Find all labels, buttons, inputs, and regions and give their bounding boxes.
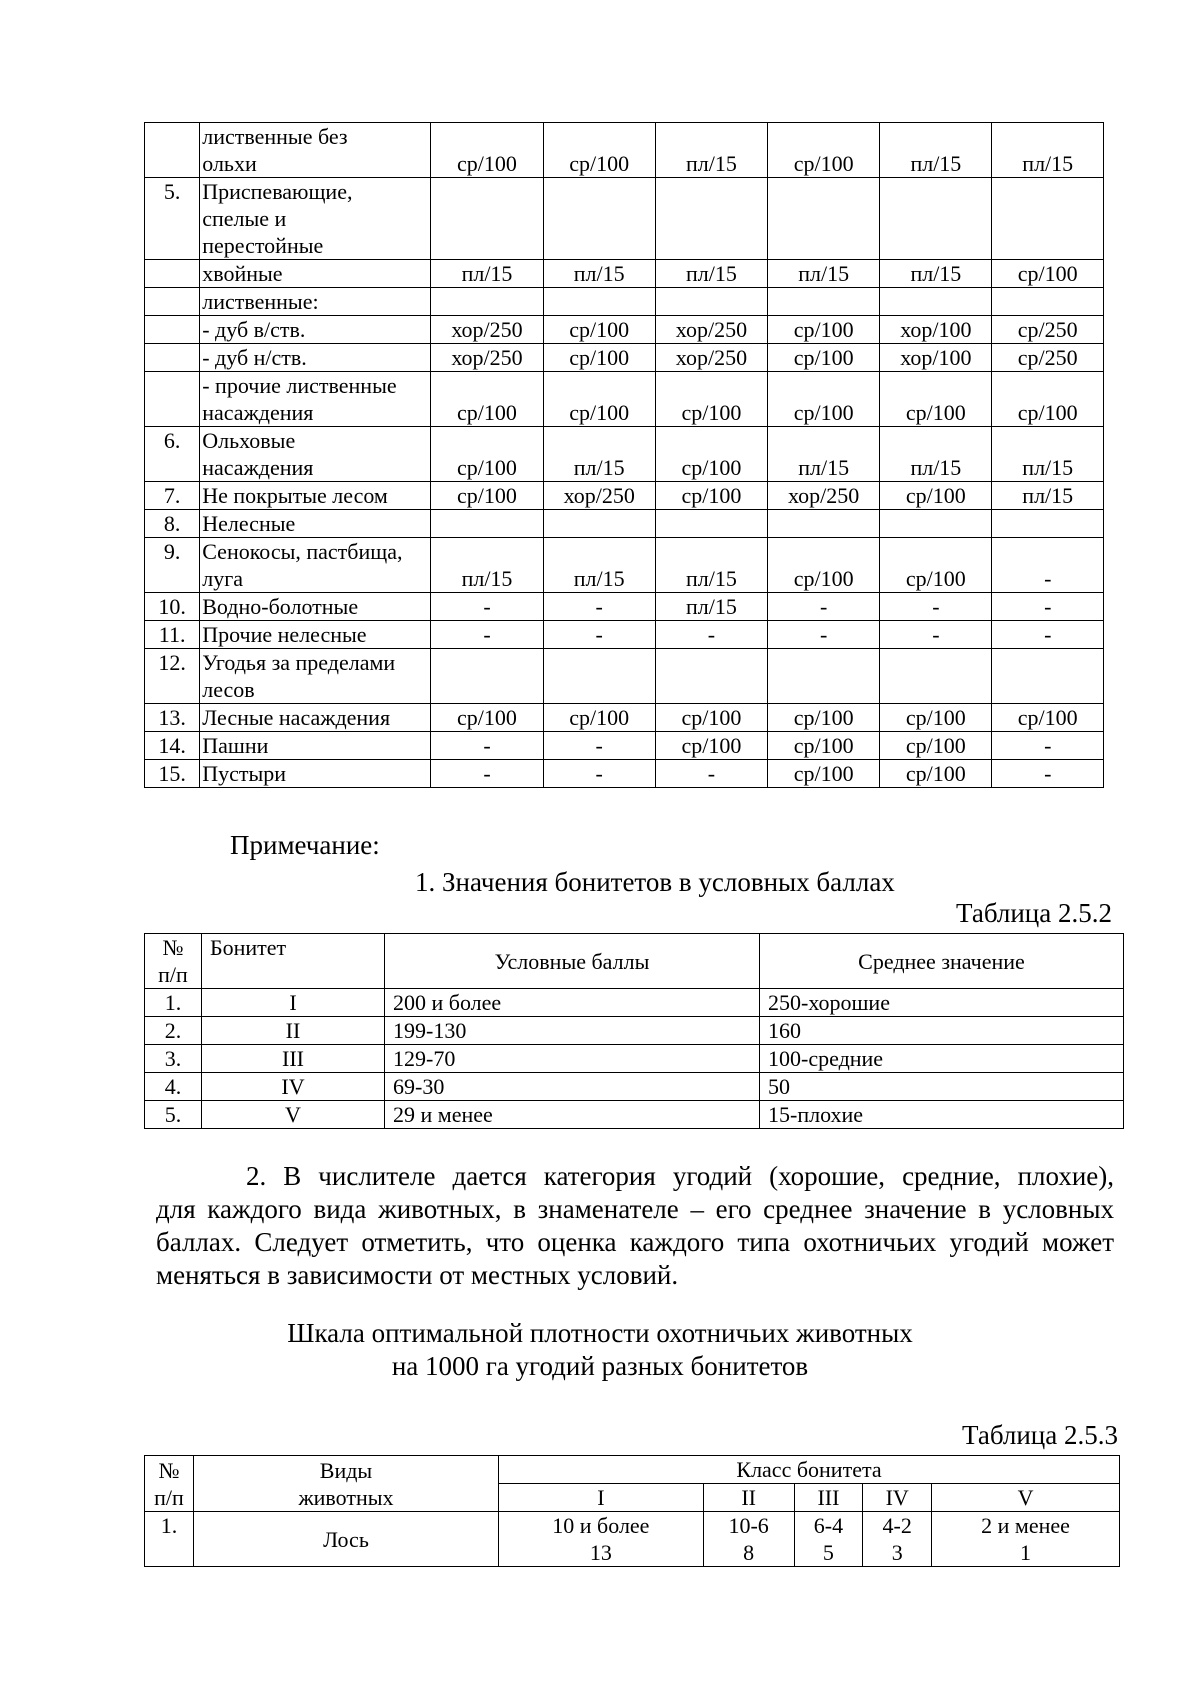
row-value: пл/15 [655,538,767,593]
row-name [200,649,431,704]
row-value: - [543,760,655,788]
density-value: 13 [589,1540,612,1565]
row-value: - [880,621,992,649]
cell-points: 200 и более [385,989,760,1017]
header-num-line1: № [158,1458,180,1483]
row-name [200,288,431,316]
row-name [200,621,431,649]
row-value: ср/100 [431,482,543,510]
row-name [200,427,431,482]
row-name-line: Пустыри [202,761,287,786]
header-species-line1: Виды [319,1458,373,1483]
row-value: пл/15 [655,260,767,288]
row-value: ср/100 [768,732,880,760]
row-value: ср/100 [768,760,880,788]
header-num-line1: № [162,935,184,960]
row-value: - [543,732,655,760]
row-name-line: Ольховые [202,428,296,453]
row-name [200,510,431,538]
table-row [145,123,1104,178]
row-name [200,260,431,288]
table-row [145,178,1104,260]
row-value [880,649,992,704]
row-value: хор/100 [880,344,992,372]
row-name-line: Угодья за пределами [202,650,396,675]
row-value: ср/100 [431,427,543,482]
header-class-3: III [794,1484,863,1512]
row-value: ср/100 [768,538,880,593]
cell-bonitet: II [202,1017,385,1045]
table-row [145,316,1104,344]
cell-num: 2. [145,1017,202,1045]
row-number [145,123,200,178]
note-label: Примечание: [230,830,380,860]
table-row [145,482,1104,510]
row-name [200,593,431,621]
row-name-line: Приспевающие, [202,179,353,204]
cell-points: 129-70 [385,1045,760,1073]
row-value [768,649,880,704]
cell-bonitet: III [202,1045,385,1073]
cell-bonitet: IV [202,1073,385,1101]
row-name-line: перестойные [202,233,324,258]
row-name [200,482,431,510]
cell-avg: 160 [760,1017,1124,1045]
density-value: 8 [743,1540,755,1565]
row-name [200,760,431,788]
table-row [145,732,1104,760]
row-value: хор/250 [431,316,543,344]
row-name-line: Не покрытые лесом [202,483,388,508]
row-number: 12. [145,649,200,704]
row-name-line: хвойные [202,261,283,286]
row-name-line: лесов [202,677,255,702]
row-number: 11. [145,621,200,649]
row-name [200,178,431,260]
header-species [194,1456,499,1512]
row-number [145,344,200,372]
table-row [145,288,1104,316]
table-caption-2-5-3: Таблица 2.5.3 [962,1420,1118,1450]
row-value: - [992,732,1104,760]
row-value: пл/15 [543,427,655,482]
cell-num: 5. [145,1101,202,1129]
table-row [145,704,1104,732]
cell-num: 1. [145,989,202,1017]
row-number: 5. [145,178,200,260]
row-value [880,510,992,538]
row-value: - [768,621,880,649]
row-value [431,178,543,260]
row-value: ср/100 [880,538,992,593]
row-name [200,704,431,732]
row-name [200,538,431,593]
table-row [145,593,1104,621]
row-name [200,123,431,178]
row-value: ср/100 [431,372,543,427]
table-row [145,1017,1124,1045]
row-value: пл/15 [431,260,543,288]
row-value [880,288,992,316]
table-header-row-1 [145,1456,1120,1484]
density-cell [863,1512,932,1567]
row-value: ср/100 [431,704,543,732]
row-value: ср/100 [768,372,880,427]
row-number: 15. [145,760,200,788]
row-name-line: Нелесные [202,511,296,536]
row-number: 14. [145,732,200,760]
cell-points: 29 и менее [385,1101,760,1129]
row-number: 6. [145,427,200,482]
row-name-line: Сенокосы, пастбища, [202,539,403,564]
header-num [145,934,202,989]
row-value: ср/250 [992,344,1104,372]
row-name-line: ольхи [202,151,257,176]
row-value: хор/100 [880,316,992,344]
row-value: ср/100 [655,704,767,732]
row-value [880,178,992,260]
cell-num: 4. [145,1073,202,1101]
row-value: ср/100 [655,372,767,427]
row-number: 7. [145,482,200,510]
header-num-line2: п/п [154,1485,184,1510]
row-value: ср/100 [543,372,655,427]
row-value: - [543,621,655,649]
row-value: пл/15 [768,260,880,288]
table-row [145,1045,1124,1073]
row-name-line: - прочие лиственные [202,373,397,398]
row-name-line: Прочие нелесные [202,622,367,647]
cell-num: 3. [145,1045,202,1073]
row-value: пл/15 [992,123,1104,178]
row-value: - [431,593,543,621]
row-value: - [655,621,767,649]
row-name-line: насаждения [202,455,314,480]
row-value: хор/250 [655,344,767,372]
row-value [655,649,767,704]
row-value: ср/100 [992,372,1104,427]
row-value: ср/100 [768,704,880,732]
row-value: - [992,593,1104,621]
density-cell [499,1512,704,1567]
row-value [768,178,880,260]
row-number: 1. [145,1512,194,1567]
row-value: пл/15 [431,538,543,593]
row-value: ср/100 [431,123,543,178]
cell-points: 199-130 [385,1017,760,1045]
row-value [992,288,1104,316]
header-species-line2: животных [298,1485,394,1510]
row-value: ср/100 [880,372,992,427]
cell-bonitet: V [202,1101,385,1129]
row-value: пл/15 [543,260,655,288]
density-range: 10 и более [552,1513,650,1538]
row-value: - [992,621,1104,649]
row-value: хор/250 [431,344,543,372]
table-row [145,621,1104,649]
row-value [992,178,1104,260]
row-number [145,372,200,427]
density-scale-table [144,1455,1120,1567]
cell-bonitet: I [202,989,385,1017]
row-value: - [768,593,880,621]
density-cell [703,1512,794,1567]
row-value: - [880,593,992,621]
row-name [200,372,431,427]
row-value: - [992,538,1104,593]
bonitet-points-table [144,933,1124,1129]
row-value [992,510,1104,538]
cell-avg: 50 [760,1073,1124,1101]
row-value: пл/15 [992,482,1104,510]
row-value: ср/100 [880,760,992,788]
table-row [145,989,1124,1017]
row-name [200,316,431,344]
table-row [145,760,1104,788]
row-value [768,288,880,316]
row-name-line: Лесные насаждения [202,705,391,730]
row-value: хор/250 [543,482,655,510]
row-value: - [431,621,543,649]
row-name-line: Пашни [202,733,269,758]
table-row [145,1101,1124,1129]
density-range: 4-2 [882,1513,912,1538]
row-value: ср/100 [655,482,767,510]
table-row [145,1512,1120,1567]
density-cell [794,1512,863,1567]
header-class-2: II [703,1484,794,1512]
density-value: 5 [822,1540,834,1565]
row-value: пл/15 [655,123,767,178]
row-value: - [543,593,655,621]
row-number [145,288,200,316]
row-value: ср/100 [543,704,655,732]
row-number: 8. [145,510,200,538]
row-value: хор/250 [655,316,767,344]
header-avg: Среднее значение [760,934,1124,989]
row-value: пл/15 [655,593,767,621]
heading-line2: на 1000 га угодий разных бонитетов [391,1351,809,1381]
row-value: ср/100 [880,482,992,510]
table-row [145,344,1104,372]
row-number: 13. [145,704,200,732]
density-cell [932,1512,1120,1567]
row-name-line: Водно-болотные [202,594,359,619]
header-class-1: I [499,1484,704,1512]
row-value [543,649,655,704]
habitat-quality-table [144,122,1104,788]
row-name [200,344,431,372]
row-value [768,510,880,538]
row-value: пл/15 [992,427,1104,482]
row-value: пл/15 [880,260,992,288]
row-name-line: лиственные без [202,124,348,149]
header-bonitet: Бонитет [202,934,385,989]
row-value [992,649,1104,704]
row-value: пл/15 [880,123,992,178]
row-value: - [992,760,1104,788]
row-value [543,510,655,538]
header-num-line2: п/п [158,962,188,987]
row-number [145,316,200,344]
cell-points: 69-30 [385,1073,760,1101]
table-header-row [145,934,1124,989]
header-class-title: Класс бонитета [499,1456,1120,1484]
row-value: ср/100 [543,123,655,178]
row-value [655,288,767,316]
table-row [145,538,1104,593]
row-value: ср/100 [992,704,1104,732]
cell-avg: 15-плохие [760,1101,1124,1129]
row-value [543,288,655,316]
row-value: ср/100 [768,316,880,344]
table-row [145,510,1104,538]
paragraph-rest: для каждого вида животных, в знаменателе – его среднее значение в условных баллах. Следует отметить, что оценка каждого типа охотничьих угодий может меняться в зависимости от местных условий. [156,1194,1114,1290]
table-row [145,1073,1124,1101]
table-row [145,260,1104,288]
row-value: ср/100 [768,123,880,178]
row-value: ср/250 [992,316,1104,344]
table-caption-2-5-2: Таблица 2.5.2 [956,898,1112,928]
row-species: Лось [194,1512,499,1567]
density-scale-heading [0,1317,1200,1383]
row-value: пл/15 [880,427,992,482]
row-value: - [431,732,543,760]
density-value: 3 [891,1540,903,1565]
row-value [431,510,543,538]
row-name-line: лиственные: [202,289,319,314]
density-range: 2 и менее [981,1513,1070,1538]
row-value [655,178,767,260]
table-row [145,372,1104,427]
row-value: ср/100 [543,344,655,372]
row-value: пл/15 [768,427,880,482]
table-row [145,649,1104,704]
header-num [145,1456,194,1512]
row-value [543,178,655,260]
row-number: 10. [145,593,200,621]
row-name-line: насаждения [202,400,314,425]
row-number [145,260,200,288]
row-value: - [431,760,543,788]
cell-avg: 250-хорошие [760,989,1124,1017]
row-name-line: - дуб н/ств. [202,345,307,370]
row-name [200,732,431,760]
row-value [431,288,543,316]
row-name-line: луга [202,566,244,591]
cell-avg: 100-средние [760,1045,1124,1073]
row-value: ср/100 [880,732,992,760]
note-item-1: 1. Значения бонитетов в условных баллах [415,867,895,897]
density-range: 6-4 [813,1513,844,1538]
row-value: ср/100 [655,427,767,482]
row-value [431,649,543,704]
row-name-line: - дуб в/ств. [202,317,306,342]
note-paragraph-2 [156,1160,1114,1292]
row-value: пл/15 [543,538,655,593]
row-value: ср/100 [992,260,1104,288]
density-value: 1 [1020,1540,1032,1565]
table-row [145,427,1104,482]
row-value: ср/100 [543,316,655,344]
density-range: 10-6 [728,1513,769,1538]
row-value: - [655,760,767,788]
header-points: Условные баллы [385,934,760,989]
row-name-line: спелые и [202,206,287,231]
row-value: ср/100 [880,704,992,732]
paragraph-first-line: 2. В числителе дается категория угодий (хорошие, средние, плохие), [246,1161,1114,1191]
row-value [655,510,767,538]
row-value: хор/250 [768,482,880,510]
row-number: 9. [145,538,200,593]
header-class-4: IV [863,1484,932,1512]
row-value: ср/100 [655,732,767,760]
row-value: ср/100 [768,344,880,372]
header-class-5: V [932,1484,1120,1512]
heading-line1: Шкала оптимальной плотности охотничьих животных [287,1318,913,1348]
